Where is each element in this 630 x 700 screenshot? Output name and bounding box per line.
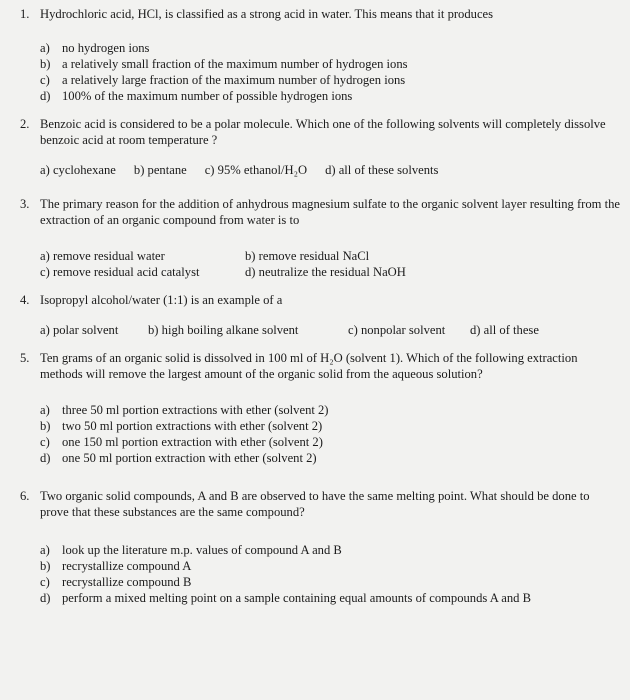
question-1 (20, 6, 620, 104)
option-c: c) nonpolar solvent (348, 323, 446, 337)
option-a: a) remove residual water (40, 249, 165, 263)
option-a: a) cyclohexane (40, 163, 116, 177)
option-row (40, 162, 620, 178)
option-b: b) two 50 ml portion extractions with ether (solvent 2) (40, 419, 323, 433)
option-d: d) 100% of the maximum number of possible hydrogen ions (40, 89, 353, 103)
question-number: 3. (20, 197, 30, 211)
question-text: Two organic solid compounds, A and B are observed to have the same melting point. What should be done to prove that these substances are the same compound? (40, 489, 590, 519)
option-c: c) remove residual acid catalyst (40, 265, 200, 279)
option-d: d) perform a mixed melting point on a sample containing equal amounts of compounds A and B (40, 591, 532, 605)
option-list (40, 40, 620, 104)
question-3 (20, 196, 620, 280)
option-grid (40, 248, 620, 280)
option-b: b) remove residual NaCl (245, 249, 370, 263)
option-a: a) polar solvent (40, 323, 119, 337)
option-a: a) three 50 ml portion extractions with ether (solvent 2) (40, 403, 329, 417)
question-text: Ten grams of an organic solid is dissolved in 100 ml of H₂O (solvent 1). Which of the following extraction methods will remove the largest amount of the organic solid from the aqueous solution? (40, 351, 578, 381)
option-a: a) no hydrogen ions (40, 41, 150, 55)
question-5 (20, 350, 620, 466)
question-number: 6. (20, 489, 30, 503)
option-b: b) recrystallize compound A (40, 559, 192, 573)
option-row (40, 322, 620, 338)
question-number: 2. (20, 117, 30, 131)
option-d: d) all of these (470, 323, 539, 337)
option-d: d) one 50 ml portion extraction with ether (solvent 2) (40, 451, 317, 465)
option-a: a) look up the literature m.p. values of compound A and B (40, 543, 342, 557)
question-number: 1. (20, 7, 30, 21)
question-text: The primary reason for the addition of anhydrous magnesium sulfate to the organic solvent layer resulting from the extraction of an organic compound from water is to (40, 197, 620, 227)
question-number: 5. (20, 351, 30, 365)
option-d: d) neutralize the residual NaOH (245, 265, 406, 279)
option-b: b) a relatively small fraction of the maximum number of hydrogen ions (40, 57, 408, 71)
option-list (40, 542, 620, 606)
option-c: c) recrystallize compound B (40, 575, 192, 589)
question-text: Isopropyl alcohol/water (1:1) is an example of a (40, 293, 283, 307)
question-2 (20, 116, 620, 178)
question-6 (20, 488, 620, 606)
option-b: b) pentane (133, 163, 187, 177)
option-c: c) 95% ethanol/H₂O (204, 163, 308, 177)
option-d: d) all of these solvents (325, 163, 439, 177)
question-4 (20, 292, 620, 338)
question-text: Hydrochloric acid, HCl, is classified as a strong acid in water. This means that it produces (40, 7, 494, 21)
option-list (40, 402, 620, 466)
option-b: b) high boiling alkane solvent (148, 323, 299, 337)
question-number: 4. (20, 293, 30, 307)
option-c: c) one 150 ml portion extraction with ether (solvent 2) (40, 435, 323, 449)
option-c: c) a relatively large fraction of the maximum number of hydrogen ions (40, 73, 406, 87)
question-text: Benzoic acid is considered to be a polar molecule. Which one of the following solvents will completely dissolve benzoic acid at room temperature ? (40, 117, 606, 147)
